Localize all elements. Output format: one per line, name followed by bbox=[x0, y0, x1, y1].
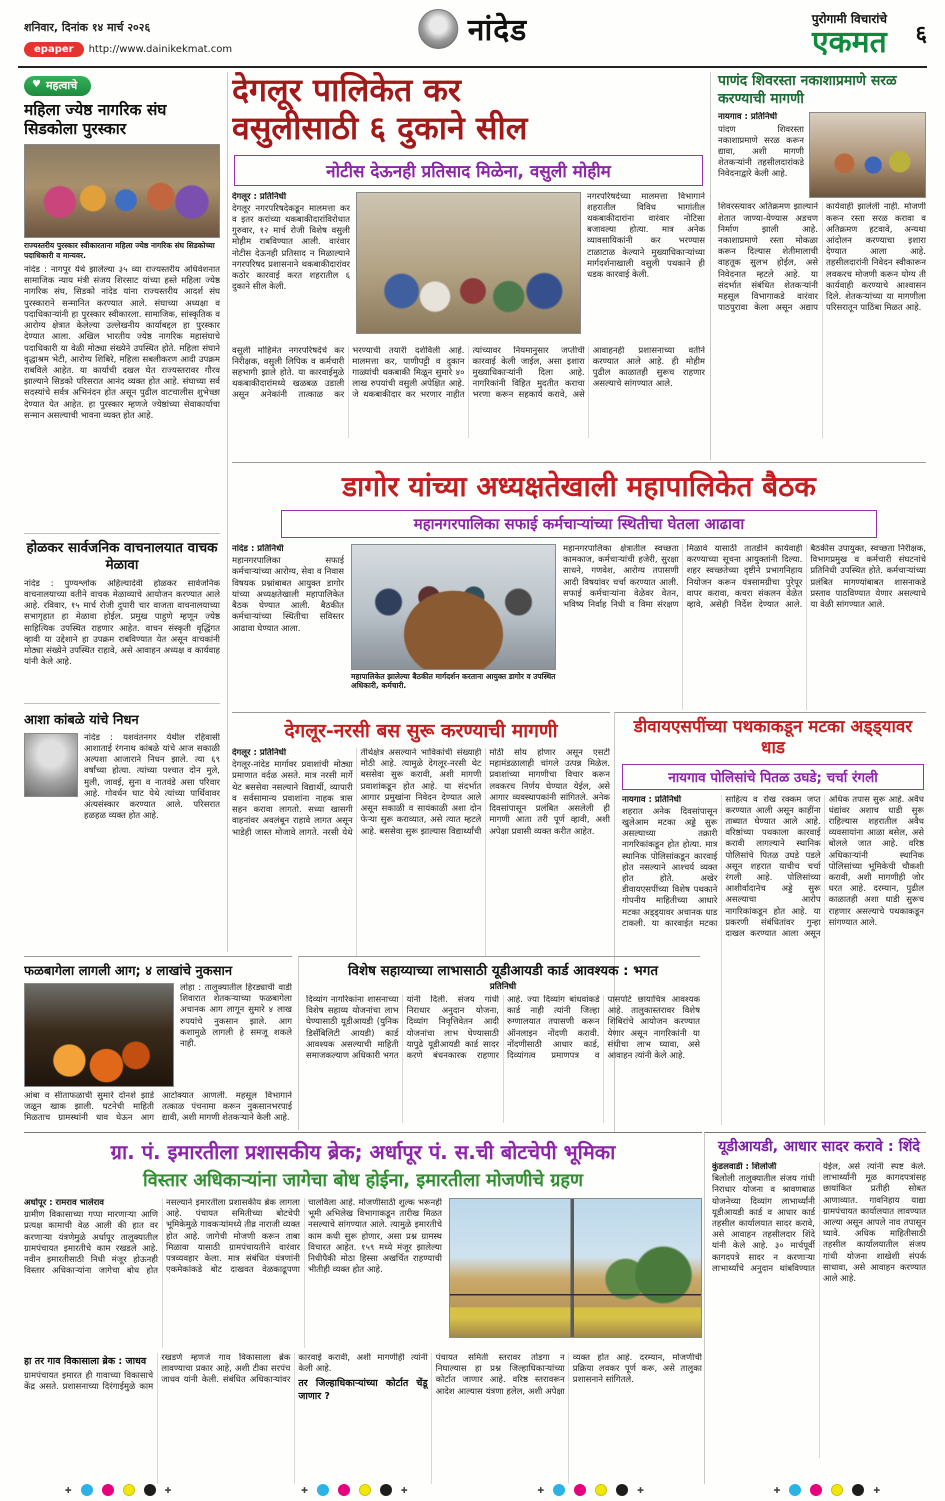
panand-intro-text: पांदण शिवरस्ता नकाशाप्रमाणे सरळ करून द्यावा, अशी मागणी शेतकऱ्यांनी तहसीलदारांकडे निवेदनाद्वारे केली आहे. bbox=[718, 124, 804, 180]
magenta-dot-icon bbox=[338, 1484, 350, 1496]
epaper-badge[interactable]: epaper bbox=[24, 42, 84, 57]
shinde-dateline: कुंडलवाडी : शिलोजी bbox=[712, 1161, 777, 1172]
dagor-dateline: नांदेड : प्रतिनिधी bbox=[232, 544, 284, 554]
deglur-street-photo bbox=[356, 192, 581, 334]
registration-mark-group bbox=[65, 1484, 171, 1496]
award-photo bbox=[24, 144, 220, 238]
important-badge-label: महत्वाचे bbox=[45, 78, 78, 92]
brand-tagline: पुरोगामी विचारांचे bbox=[811, 12, 887, 26]
article-udid-card bbox=[298, 956, 700, 1130]
magenta-dot-icon bbox=[574, 1484, 586, 1496]
gp-top-row bbox=[24, 1198, 702, 1348]
black-dot-icon bbox=[852, 1484, 864, 1496]
gp-subhead-2: तर जिल्हाधिकाऱ्यांच्या कोर्टात चेंडू जाणार ? bbox=[298, 1378, 428, 1402]
obituary-portrait-photo bbox=[24, 733, 78, 797]
obituary-body: नांदेड : यशवंतनगर येथील रहिवासी आशाताई रंगनाथ कांबळे यांचे आज सकाळी अल्पशा आजाराने निधन झाले. त्या ६९ वर्षांच्या होत्या. त्यांच्या पश्चात दोन मुले, मुली, जावई, सुना व नातवंडे असा परिवार आहे. गोवर्धन घाट येथे त्यांच्या पार्थिवावर अंत्यसंस्कार करण्यात आले. परिसरात हळहळ व्यक्त होत आहे. bbox=[84, 732, 220, 822]
registration-mark-group bbox=[301, 1484, 407, 1496]
gp-headline-purple: ग्रा. पं. इमारतीला प्रशासकीय ब्रेक; अर्धापूर पं. स.ची बोटचेपी भूमिका bbox=[110, 1140, 616, 1164]
shinde-body bbox=[712, 1162, 926, 1458]
deglur-subhead: नोटीस देऊनही प्रतिसाद मिळेना, वसुली मोहीम bbox=[234, 155, 703, 186]
deglur-body-left-text: देगलूर नगरपरिषदेकडून मालमत्ता कर व इतर करांच्या थकबाकीदारांविरोधात गुरुवार, १२ मार्च रोजी विशेष वसुली मोहीम राबविण्यात आली. वारंवार नोटीस देऊनही प्रतिसाद न मिळाल्याने नगरपरिषद प्रशासनाने थकबाकीदारांवर कठोर कारवाई करत शहरातील ६ दुकाने सील केली. bbox=[232, 203, 350, 293]
bus-body bbox=[232, 748, 610, 956]
award-photo-caption: राज्यस्तरीय पुरस्कार स्वीकारताना महिला ज्येष्ठ नागरिक संघ सिडकोच्या पदाधिकारी व मान्यवर. bbox=[24, 241, 215, 260]
dagor-body-left-text: महानगरपालिका सफाई कर्मचाऱ्यांच्या आरोग्य, सेवा व निवास विषयक प्रश्नांबाबत आयुक्त डागोर यांच्या अध्यक्षतेखाली महापालिकेत बैठक घेण्यात आली. बैठकीत कर्मचाऱ्यांच्या स्थितीचा सविस्तर आढावा घेण्यात आला. bbox=[232, 556, 344, 634]
edition-title: नांदेड bbox=[467, 13, 528, 48]
fire-body-bottom: आंबा व सीताफळाची सुमारे दोनशे झाडे जळून खाक झाली. घटनेची माहिती मिळताच ग्रामस्थांनी धाव घेऊन आग आटोक्यात आणली. महसूल विभागाने तत्काळ पंचनामा करून नुकसानभरपाई द्यावी, अशी मागणी शेतकऱ्याने केली आहे. bbox=[24, 1091, 292, 1124]
registration-mark-group bbox=[537, 1484, 643, 1496]
panand-office-photo bbox=[809, 112, 926, 198]
article-orchard-fire bbox=[24, 956, 292, 1130]
dagor-subhead: महानगरपालिका सफाई कर्मचाऱ्यांच्या स्थितीचा घेतला आढावा bbox=[281, 510, 878, 538]
shinde-body-text: बिलोली तालुक्यातील संजय गांधी निराधार योजना व श्रावणबाळ योजनेच्या दिव्यांग लाभार्थ्यांनी यूडीआयडी कार्ड व आधार कार्ड तहसील कार्यालयात सादर करावे, असे आवाहन तहसीलदार शिंदे यांनी केले आहे. ३० मार्चपूर्वी कागदपत्रे सादर न करणाऱ्या लाभार्थ्यांचे अनुदान थांबविण्यात येईल, असे त्यांनी स्पष्ट केले. लाभार्थ्यांनी मूळ कागदपत्रांसह छायांकित प्रतीही सोबत आणाव्यात. गावनिहाय याद्या ग्रामपंचायत कार्यालयात लावण्यात आल्या असून आपले नाव तपासून घ्यावे. अधिक माहितीसाठी तहसील कार्यालयातील संजय गांधी योजना शाखेशी संपर्क साधावा, असे आवाहन करण्यात आले आहे. bbox=[712, 1161, 926, 1285]
crosshair-icon: ✚ bbox=[773, 1485, 781, 1495]
crosshair-icon: ✚ bbox=[301, 1485, 308, 1495]
dagor-photo-caption: महापालिकेत झालेल्या बैठकीत मार्गदर्शन करताना आयुक्त डागोर व उपस्थित अधिकारी, कर्मचारी. bbox=[351, 672, 556, 691]
fire-body-side: लोहा : तालुक्यातील हिरड्याची वाडी शिवारात शेतकऱ्याच्या फळबागेला अचानक आग लागून सुमारे ४ लाख रुपयांचे नुकसान झाले. आग कशामुळे लागली हे समजू शकले नाही. bbox=[180, 983, 292, 1050]
gp-body-top bbox=[24, 1198, 442, 1348]
matka-dateline: नायगाव : प्रतिनिधी bbox=[622, 794, 682, 805]
article-deglur-seal bbox=[232, 72, 705, 460]
article-shinde-appeal bbox=[704, 1132, 926, 1484]
matka-body-text: शहरात अनेक दिवसांपासून खुलेआम मटका अड्डे सुरू असल्याच्या तक्रारी नागरिकांकडून होत होत्या. मात्र स्थानिक पोलिसांकडून कारवाई होत नसल्याने आश्चर्य व्यक्त होत होते. अखेर डीवायएसपींच्या विशेष पथकाने गोपनीय माहितीच्या आधारे मटका अड्ड्यावर अचानक धाड टाकली. या कारवाईत मटका साहित्य व रोख रक्कम जप्त करण्यात आली असून काहींना ताब्यात घेण्यात आले आहे. वरिष्ठांच्या पथकाला कारवाई करावी लागल्याने स्थानिक पोलिसांचे पितळ उघडे पडले असून शहरात याचीच चर्चा रंगली आहे. पोलिसांच्या आशीर्वादानेच अड्डे सुरू असल्याचा आरोप नागरिकांकडून होत आहे. या प्रकरणी संबंधितांवर गुन्हा दाखल करण्यात आला असून अधिक तपास सुरू आहे. अवैध धंद्यांवर अशाच धाडी सुरू राहिल्यास शहरातील अवैध व्यवसायांना आळा बसेल, असे बोलले जात आहे. वरिष्ठ अधिकाऱ्यांनी स्थानिक पोलिसांच्या भूमिकेची चौकशी करावी, अशी मागणीही जोर धरत आहे. दरम्यान, पुढील काळातही अशा धाडी सुरूच राहणार असल्याचे पथकाकडून सांगण्यात आले. bbox=[622, 794, 924, 940]
brand-block bbox=[812, 10, 887, 59]
epaper-url-link[interactable]: http://www.dainikekmat.com bbox=[88, 44, 233, 55]
black-dot-icon bbox=[380, 1484, 392, 1496]
article-dagor-meeting bbox=[232, 462, 926, 710]
deglur-dateline: देगलूर : प्रतिनिधी bbox=[232, 191, 287, 202]
deglur-headline-line1: देगलूर पालिकेत कर bbox=[232, 72, 462, 109]
article-gram-panchayat bbox=[24, 1132, 702, 1484]
udid-headline: विशेष सहाय्याच्या लाभासाठी यूडीआयडी कार्ड आवश्यक : भगत bbox=[347, 963, 659, 979]
masthead-logo-icon bbox=[418, 9, 458, 49]
black-dot-icon bbox=[616, 1484, 628, 1496]
panand-intro bbox=[718, 112, 804, 198]
article-bus-demand bbox=[232, 712, 610, 956]
header-divider bbox=[18, 66, 927, 68]
deglur-body-bottom: वसुली मोहिमेत नगरपरिषदेचे कर निरीक्षक, वसुली लिपिक व कर्मचारी सहभागी झाले होते. या कारवाईमुळे थकबाकीदारांमध्ये खळबळ उडाली असून अनेकांनी तात्काळ कर भरण्याची तयारी दर्शविली आहे. मालमत्ता कर, पाणीपट्टी व दुकान गाळ्यांची थकबाकी मिळून सुमारे ४० लाख रुपयांची वसुली अपेक्षित आहे. जे थकबाकीदार कर भरणार नाहीत त्यांच्यावर नियमानुसार जप्तीची कारवाई केली जाईल, असा इशारा मुख्याधिकाऱ्यांनी दिला आहे. नागरिकांनी विहित मुदतीत कराचा भरणा करून सहकार्य करावे, असे आवाहनही प्रशासनाच्या वतीने करण्यात आले आहे. ही मोहीम पुढील काळातही सुरूच राहणार असल्याचे सांगण्यात आले. bbox=[232, 345, 705, 401]
masthead bbox=[418, 8, 527, 49]
dagor-body-right: महानगरपालिका क्षेत्रातील स्वच्छता कामकाज, कर्मचाऱ्यांची हजेरी, सुरक्षा साधने, गणवेश, आरोग्य तपासणी आदी विषयांवर चर्चा करण्यात आली. सफाई कर्मचाऱ्यांना वेळेवर वेतन, भविष्य निर्वाह निधी व विमा संरक्षण मिळावे यासाठी तातडीने कार्यवाही करण्याच्या सूचना आयुक्तांनी दिल्या. शहर स्वच्छतेच्या दृष्टीने प्रभागनिहाय नियोजन करून यंत्रसामग्रीचा पुरेपूर वापर करावा, कचरा संकलन वेळेत व्हावे, असेही निर्देश देण्यात आले. बैठकीस उपायुक्त, स्वच्छता निरीक्षक, विभागप्रमुख व कर्मचारी संघटनांचे प्रतिनिधी उपस्थित होते. कर्मचाऱ्यांच्या प्रलंबित मागण्यांबाबत शासनाकडे प्रस्ताव पाठविण्यात येणार असल्याचे या वेळी सांगण्यात आले. bbox=[563, 544, 926, 611]
brand-name: एकमत bbox=[812, 25, 887, 60]
deglur-top-row bbox=[232, 192, 705, 342]
bus-dateline: देगलूर : प्रतिनिधी bbox=[232, 748, 287, 758]
deglur-body-left bbox=[232, 192, 350, 342]
epaper-row bbox=[24, 42, 232, 57]
gp-subhead-2-body: पंचायत समिती स्तरावर तोडगा न निघाल्यास हा प्रश्न जिल्हाधिकाऱ्यांच्या कोर्टात जाणार आहे. वरिष्ठ स्तरावरून आदेश आल्यास यंत्रणा हलेल, अशी अपेक्षा व्यक्त होत आहे. दरम्यान, मोजणीची प्रक्रिया लवकर पूर्ण करू, असे तालुका प्रशासनाने सांगितले. bbox=[435, 1353, 702, 1397]
deglur-headline-line2: वसुलीसाठी ६ दुकाने सील bbox=[232, 108, 528, 147]
gp-building-photo bbox=[449, 1198, 702, 1338]
dagor-body-left bbox=[232, 544, 344, 710]
award-body: नांदेड : नागपूर येथे झालेल्या ३५ व्या राज्यस्तरीय अधिवेशनात सामाजिक न्याय मंत्री संजय शिरसाट यांच्या हस्ते महिला ज्येष्ठ नागरिक संघ, सिडको नांदेड यांना राज्यस्तरीय आदर्श संघ पुरस्काराने सन्मानित करण्यात आले. संघाच्या अध्यक्षा व पदाधिकाऱ्यांनी हा पुरस्कार स्वीकारला. सामाजिक, सांस्कृतिक व आरोग्य क्षेत्रात केलेल्या उल्लेखनीय कार्याबद्दल हा पुरस्कार देण्यात आला. अखिल भारतीय ज्येष्ठ नागरिक महासंघाचे पदाधिकारी या वेळी मोठ्या संख्येने उपस्थित होते. महिला संघाने वृद्धाश्रम भेटी, आरोग्य शिबिरे, महिला सबलीकरण आदी उपक्रम राबविले आहेत. या कार्याची दखल घेत राज्यस्तरावर गौरव झाल्याने सिडको परिसरात आनंद व्यक्त होत आहे. संघाच्या सर्व सदस्यांचे सर्वत्र अभिनंदन होत असून पुढील वाटचालीस शुभेच्छा देण्यात येत आहेत. हा पुरस्कार म्हणजे ज्येष्ठांच्या सेवाकार्याचा सन्मान असल्याची भावना व्यक्त होत आहे. bbox=[24, 265, 220, 421]
gp-body-bottom bbox=[24, 1353, 702, 1484]
holkar-body: नांदेड : पुण्यश्लोक अहिल्यादेवी होळकर सार्वजनिक वाचनालयाच्या वतीने वाचक मेळाव्याचे आयोजन करण्यात आले आहे. रविवार, १५ मार्च रोजी दुपारी चार वाजता वाचनालयाच्या सभागृहात हा मेळावा होईल. प्रमुख पाहुणे म्हणून ज्येष्ठ साहित्यिक उपस्थित राहणार आहेत. वाचन संस्कृती वृद्धिंगत व्हावी या उद्देशाने हा उपक्रम राबविण्यात येत असून वाचकांनी मोठ्या संख्येने उपस्थित राहावे, असे आवाहन अध्यक्ष व कार्यवाह यांनी केले आहे. bbox=[24, 578, 220, 668]
heart-icon: ♥ bbox=[32, 79, 41, 90]
important-badge bbox=[24, 76, 91, 96]
section-divider bbox=[24, 703, 220, 704]
gp-dateline: अर्धापूर : रामराव भालेराव bbox=[24, 1198, 105, 1208]
page-number: ६ bbox=[915, 22, 927, 47]
crosshair-icon: ✚ bbox=[873, 1485, 881, 1495]
article-panand bbox=[710, 72, 926, 460]
black-dot-icon bbox=[144, 1484, 156, 1496]
panand-body: शिवरस्त्यावर अतिक्रमण झाल्याने शेतात जाण्या-येण्यास अडचण निर्माण झाली आहे. नकाशाप्रमाणे रस्ता मोकळा करून दिल्यास शेतीमालाची वाहतूक सुलभ होईल, असे निवेदनात म्हटले आहे. या संदर्भात संबंधित शेतकऱ्यांनी महसूल विभागाकडे वारंवार पाठपुरावा केला असून अद्याप कार्यवाही झालेली नाही. मोजणी करून रस्ता सरळ करावा व अतिक्रमण हटवावे, अन्यथा आंदोलन करण्याचा इशारा देण्यात आला आहे. तहसीलदारांनी निवेदन स्वीकारून लवकरच मोजणी करून योग्य ती कार्यवाही करण्याचे आश्वासन दिले. शेतकऱ्यांच्या या मागणीला परिसरातून पाठिंबा मिळत आहे. bbox=[718, 202, 926, 314]
yellow-dot-icon bbox=[831, 1484, 843, 1496]
obituary-headline: आशा कांबळे यांचे निधन bbox=[24, 712, 139, 728]
gp-subhead-1: हा तर गाव विकासाला ब्रेक : जाधव bbox=[24, 1356, 147, 1367]
udid-dateline: प्रतिनिधी bbox=[489, 982, 517, 992]
crosshair-icon: ✚ bbox=[637, 1485, 644, 1495]
obituary-row bbox=[24, 733, 220, 861]
yellow-dot-icon bbox=[595, 1484, 607, 1496]
gp-subhead-1-body: ग्रामपंचायत इमारत ही गावाच्या विकासाचे केंद्र असते. प्रशासनाच्या दिरंगाईमुळे काम रखडणे म्हणजे गाव विकासाला ब्रेक लावण्याचा प्रकार आहे, अशी टीका सरपंच जाधव यांनी केली. संबंधित अधिकाऱ्यांवर कारवाई करावी, अशी मागणीही त्यांनी केली आहे. bbox=[24, 1353, 428, 1392]
crosshair-icon: ✚ bbox=[64, 1485, 72, 1495]
left-column bbox=[24, 72, 228, 952]
registration-mark-group bbox=[774, 1484, 880, 1496]
fire-headline: फळबागेला लागली आग; ४ लाखांचे नुकसान bbox=[24, 964, 233, 979]
gp-body-top-text: ग्रामीण विकासाच्या गप्पा मारणाऱ्या आणि प्रत्यक्ष कामाची वेळ आली की हात वर करणाऱ्या यंत्रणेमुळे अर्धापूर तालुक्यातील ग्रामपंचायत इमारतीचे काम रखडले आहे. नवीन इमारतीसाठी निधी मंजूर होऊनही विस्तार अधिकाऱ्यांना जागेचा बोध होत नसल्याने इमारतीला प्रशासकीय ब्रेक लागला आहे. पंचायत समितीच्या बोटचेपी भूमिकेमुळे गावकऱ्यांमध्ये तीव्र नाराजी व्यक्त होत आहे. जागेची मोजणी करून ताबा मिळावा यासाठी ग्रामपंचायतीने वारंवार पत्रव्यवहार केला. मात्र संबंधित यंत्रणांनी एकमेकांकडे बोट दाखवत वेळकाढूपणा चालविला आहे. मोजणीसाठी शुल्क भरूनही भूमी अभिलेख विभागाकडून तारीख मिळत नसल्याचे सांगण्यात आले. त्यामुळे इमारतीचे काम कधी सुरू होणार, असा प्रश्न ग्रामस्थ विचारत आहेत. १५९ मध्ये मंजूर झालेल्या निधीपैकी मोठा हिस्सा अखर्चित राहण्याची भीतीही व्यक्त होत आहे. bbox=[24, 1198, 442, 1277]
cyan-dot-icon bbox=[789, 1484, 801, 1496]
dagor-headline: डागोर यांच्या अध्यक्षतेखाली महापालिकेत बैठक bbox=[342, 470, 816, 503]
edition-date: शनिवार, दिनांक १४ मार्च २०२६ bbox=[24, 21, 151, 34]
registration-marks-row bbox=[0, 1484, 945, 1496]
crosshair-icon: ✚ bbox=[400, 1485, 408, 1495]
dagor-meeting-photo bbox=[351, 544, 556, 670]
panand-row bbox=[718, 112, 926, 198]
dagor-row bbox=[232, 544, 926, 710]
magenta-dot-icon bbox=[810, 1484, 822, 1496]
gp-headline-green: विस्तार अधिकाऱ्यांना जागेचा बोध होईना, इमारतीला मोजणीचे ग्रहण bbox=[143, 1170, 583, 1191]
bus-body-text: देगलूर-नांदेड मार्गावर प्रवाशांची मोठ्या प्रमाणात वर्दळ असते. मात्र नरसी मार्गे थेट बससेवा नसल्याने विद्यार्थी, व्यापारी व सर्वसामान्य प्रवाशांना नाहक त्रास सहन करावा लागतो. सध्या खासगी वाहनांवर अवलंबून राहावे लागत असून भाडेही जास्त मोजावे लागते. नरसी येथे तीर्थक्षेत्र असल्याने भाविकांची संख्याही मोठी आहे. त्यामुळे देगलूर-नरसी थेट बससेवा सुरू करावी, अशी मागणी प्रवाशांकडून होत आहे. या संदर्भात आगार प्रमुखांना निवेदन देण्यात आले असून सकाळी व सायंकाळी अशा दोन फेऱ्या सुरू कराव्यात, असे त्यात म्हटले आहे. बससेवा सुरू झाल्यास विद्यार्थ्यांची मोठी सोय होणार असून एसटी महामंडळालाही चांगले उत्पन्न मिळेल. प्रवाशांच्या मागणीचा विचार करून लवकरच निर्णय घेण्यात येईल, असे आगार व्यवस्थापकांनी सांगितले. अनेक दिवसांपासून प्रलंबित असलेली ही मागणी आता तरी पूर्ण व्हावी, अशी अपेक्षा प्रवासी व्यक्त करीत आहेत. bbox=[232, 748, 610, 838]
holkar-headline: होळकर सार्वजनिक वाचनालयात वाचक मेळावा bbox=[26, 540, 218, 573]
dagor-photo-block bbox=[351, 544, 556, 710]
section-divider bbox=[24, 533, 220, 534]
panand-dateline: नायगाव : प्रतिनिधी bbox=[718, 112, 778, 123]
award-headline: महिला ज्येष्ठ नागरिक संघ सिडकोला पुरस्कार bbox=[24, 100, 167, 138]
cyan-dot-icon bbox=[553, 1484, 565, 1496]
shinde-headline: यूडीआयडी, आधार सादर करावे : शिंदे bbox=[717, 1139, 921, 1155]
udid-body: दिव्यांग नागरिकांना शासनाच्या विशेष सहाय्य योजनांचा लाभ घेण्यासाठी यूडीआयडी (युनिक डिसॅबिलिटी आयडी) कार्ड आवश्यक असल्याची माहिती समाजकल्याण अधिकारी भगत यांनी दिली. संजय गांधी निराधार अनुदान योजना, दिव्यांग निवृत्तिवेतन आदी योजनांचा लाभ घेण्यासाठी यापुढे यूडीआयडी कार्ड सादर करणे बंधनकारक राहणार आहे. ज्या दिव्यांग बांधवांकडे कार्ड नाही त्यांनी जिल्हा रुग्णालयात तपासणी करून ऑनलाइन नोंदणी करावी. नोंदणीसाठी आधार कार्ड, दिव्यांगत्व प्रमाणपत्र व पासपोर्ट छायाचित्र आवश्यक आहे. तालुकास्तरावर विशेष शिबिरांचे आयोजन करण्यात येणार असून नागरिकांनी या संधीचा लाभ घ्यावा, असे आवाहन त्यांनी केले आहे. bbox=[306, 995, 700, 1062]
matka-headline: डीवायएसपींच्या पथकाकडून मटका अड्ड्यावर धाड bbox=[633, 717, 913, 759]
bus-headline: देगलूर-नरसी बस सुरू करण्याची मागणी bbox=[284, 720, 558, 742]
deglur-body-right: नगरपरिषदेच्या मालमत्ता विभागाने शहरातील विविध भागांतील थकबाकीदारांना वारंवार नोटिसा बजावल्या होत्या. मात्र अनेक व्यावसायिकांनी कर भरण्यास टाळाटाळ केल्याने मुख्याधिकाऱ्यांच्या मार्गदर्शनाखाली वसुली पथकाने ही धडक कारवाई केली. bbox=[587, 191, 705, 281]
matka-subhead: नायगाव पोलिसांचे पितळ उघडे; चर्चा रंगली bbox=[622, 764, 924, 790]
crosshair-icon: ✚ bbox=[537, 1485, 545, 1495]
yellow-dot-icon bbox=[123, 1484, 135, 1496]
crosshair-icon: ✚ bbox=[164, 1485, 172, 1495]
fire-row bbox=[24, 983, 292, 1087]
cyan-dot-icon bbox=[317, 1484, 329, 1496]
deglur-headline bbox=[232, 72, 705, 148]
cyan-dot-icon bbox=[81, 1484, 93, 1496]
magenta-dot-icon bbox=[102, 1484, 114, 1496]
fire-photo bbox=[24, 983, 174, 1087]
panand-headline: पाणंद शिवरस्ता नकाशाप्रमाणे सरळ करण्याची मागणी bbox=[718, 73, 897, 108]
yellow-dot-icon bbox=[359, 1484, 371, 1496]
